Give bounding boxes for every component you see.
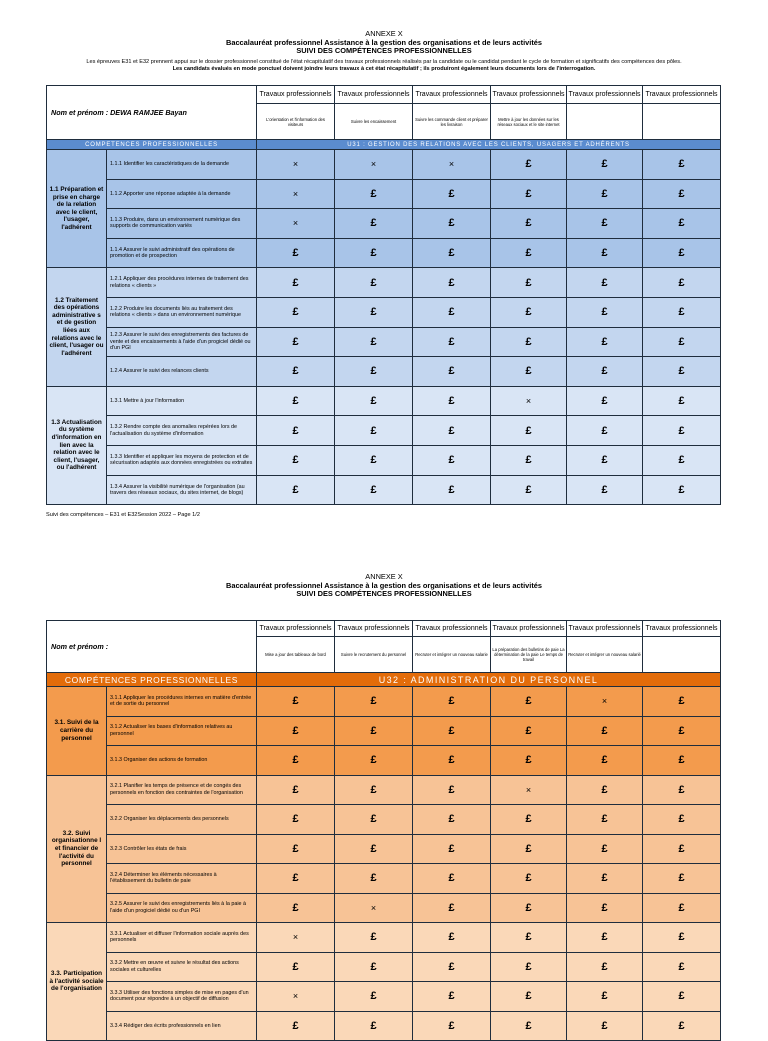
- competence-group-label: 1.3 Actualisation du système d'information en lien avec la relation avec le client, l'usager, ou l'adhérent: [47, 386, 107, 504]
- table-row: [47, 150, 721, 180]
- table-row: [47, 864, 721, 894]
- tp-description-3: Suivre les commande client et préparer les livraison: [413, 104, 491, 140]
- checkbox-pound-mark: £: [643, 982, 721, 1012]
- competence-item: 1.3.4 Assurer la visibilité numérique de l'organisation (au travers des réseaux sociaux, du sites internet, de blogs): [107, 475, 257, 505]
- checkbox-pound-mark: £: [491, 416, 567, 446]
- checkbox-pound-mark: £: [335, 1011, 413, 1041]
- checkbox-pound-mark: £: [491, 1011, 567, 1041]
- checkbox-pound-mark: £: [335, 268, 413, 298]
- checkbox-pound-mark: £: [257, 834, 335, 864]
- diploma-title: Baccalauréat professionnel Assistance à la gestion des organisations et de leurs activités: [226, 37, 542, 47]
- checkbox-pound-mark: £: [643, 864, 721, 894]
- checkbox-pound-mark: £: [567, 716, 643, 746]
- checkbox-pound-mark: £: [567, 209, 643, 239]
- tp-header-3: Travaux professionnels: [413, 86, 491, 104]
- checkbox-pound-mark: £: [335, 775, 413, 805]
- checkbox-pound-mark: £: [567, 150, 643, 180]
- table-row: [47, 416, 721, 446]
- table-row: [47, 775, 721, 805]
- checkbox-pound-mark: £: [413, 238, 491, 268]
- checkbox-pound-mark: £: [491, 746, 567, 776]
- checkbox-pound-mark: £: [413, 923, 491, 953]
- competences-table-u31: [46, 85, 721, 505]
- checkbox-pound-mark: £: [413, 1011, 491, 1041]
- competence-item: 3.2.4 Déterminer les éléments nécessaires à l'établissement du bulletin de paie: [107, 864, 257, 894]
- checkbox-pound-mark: £: [413, 386, 491, 416]
- checkbox-pound-mark: £: [643, 386, 721, 416]
- checkbox-pound-mark: £: [335, 386, 413, 416]
- checkbox-pound-mark: £: [643, 805, 721, 835]
- tp-description-1: L'orientation et l'information des visiteurs: [257, 104, 335, 140]
- checkbox-pound-mark: £: [335, 327, 413, 357]
- checkbox-pound-mark: £: [491, 834, 567, 864]
- checkbox-pound-mark: £: [257, 416, 335, 446]
- checkbox-pound-mark: £: [335, 416, 413, 446]
- checkbox-pound-mark: £: [257, 687, 335, 717]
- tp-description-3: Recruter et intégrer un nouveau salarie: [413, 637, 491, 673]
- table-row: [47, 475, 721, 505]
- table-row: [47, 805, 721, 835]
- competence-item: 1.3.3 Identifier et appliquer les moyens de protection et de sécurisation adaptés aux données enregistrées ou extraites: [107, 445, 257, 475]
- table-row: [47, 357, 721, 387]
- competence-item: 3.1.1 Appliquer les procédures internes en matière d'entrée et de sortie du personnel: [107, 687, 257, 717]
- checkbox-pound-mark: £: [413, 268, 491, 298]
- checkbox-pound-mark: £: [643, 179, 721, 209]
- checkbox-pound-mark: £: [643, 952, 721, 982]
- checkbox-pound-mark: £: [491, 297, 567, 327]
- table-row: [47, 687, 721, 717]
- cross-mark: ×: [491, 775, 567, 805]
- checkbox-pound-mark: £: [491, 475, 567, 505]
- checkbox-pound-mark: £: [643, 475, 721, 505]
- checkbox-pound-mark: £: [335, 716, 413, 746]
- competence-group-label: 1.2 Traitement des opérations administrative s et de gestion liées aux relations avec le client, l'usager ou l'adhérent: [47, 268, 107, 386]
- competence-item: 3.3.4 Rédiger des écrits professionnels en lien: [107, 1011, 257, 1041]
- checkbox-pound-mark: £: [335, 834, 413, 864]
- checkbox-pound-mark: £: [335, 952, 413, 982]
- checkbox-pound-mark: £: [335, 982, 413, 1012]
- checkbox-pound-mark: £: [413, 297, 491, 327]
- checkbox-pound-mark: £: [567, 864, 643, 894]
- tp-description-2: Suivre le recrutement du personnel: [335, 637, 413, 673]
- checkbox-pound-mark: £: [335, 923, 413, 953]
- checkbox-pound-mark: £: [491, 209, 567, 239]
- checkbox-pound-mark: £: [257, 297, 335, 327]
- checkbox-pound-mark: £: [257, 716, 335, 746]
- tp-header-4: Travaux professionnels: [491, 621, 567, 637]
- competence-group-label: 1.1 Préparation et prise en charge de la relation avec le client, l'usager, l'adhérent: [47, 150, 107, 268]
- cross-mark: ×: [567, 687, 643, 717]
- checkbox-pound-mark: £: [643, 687, 721, 717]
- competence-item: 1.1.3 Produire, dans un environnement numérique des supports de communication variés: [107, 209, 257, 239]
- document-title: SUIVI DES COMPÉTENCES PROFESSIONNELLES: [296, 589, 472, 599]
- checkbox-pound-mark: £: [257, 445, 335, 475]
- tp-description-5: Recruter et intégrer un nouveau salarié: [567, 637, 643, 673]
- checkbox-pound-mark: £: [413, 687, 491, 717]
- document-title: SUIVI DES COMPÉTENCES PROFESSIONNELLES: [296, 46, 472, 56]
- cross-mark: ×: [491, 386, 567, 416]
- table-row: [47, 179, 721, 209]
- checkbox-pound-mark: £: [567, 746, 643, 776]
- checkbox-pound-mark: £: [413, 805, 491, 835]
- checkbox-pound-mark: £: [335, 357, 413, 387]
- checkbox-pound-mark: £: [567, 357, 643, 387]
- checkbox-pound-mark: £: [257, 386, 335, 416]
- tp-header-4: Travaux professionnels: [491, 86, 567, 104]
- competence-item: 3.2.2 Organiser les déplacements des personnels: [107, 805, 257, 835]
- checkbox-pound-mark: £: [413, 982, 491, 1012]
- checkbox-pound-mark: £: [413, 357, 491, 387]
- tp-description-4: Mettre à jour les données sur les réseaux sociaux et le site internet: [491, 104, 567, 140]
- checkbox-pound-mark: £: [335, 209, 413, 239]
- cross-mark: ×: [257, 982, 335, 1012]
- cross-mark: ×: [413, 150, 491, 180]
- checkbox-pound-mark: £: [413, 952, 491, 982]
- checkbox-pound-mark: £: [335, 445, 413, 475]
- competence-item: 3.2.5 Assurer le suivi des enregistrements liés à la paie à l'aide d'un progiciel dédié ou d'un PGI: [107, 893, 257, 923]
- checkbox-pound-mark: £: [491, 893, 567, 923]
- competence-item: 3.3.2 Mettre en œuvre et suivre le résultat des actions sociales et culturelles: [107, 952, 257, 982]
- checkbox-pound-mark: £: [643, 893, 721, 923]
- checkbox-pound-mark: £: [567, 327, 643, 357]
- competence-item: 3.3.3 Utiliser des fonctions simples de mise en pages d'un document pour répondre à un objectif de diffusion: [107, 982, 257, 1012]
- checkbox-pound-mark: £: [567, 805, 643, 835]
- checkbox-pound-mark: £: [567, 475, 643, 505]
- checkbox-pound-mark: £: [567, 268, 643, 298]
- checkbox-pound-mark: £: [567, 238, 643, 268]
- checkbox-pound-mark: £: [567, 775, 643, 805]
- band-competences: COMPÉTENCES PROFESSIONNELLES: [47, 673, 257, 687]
- tp-header-6: Travaux professionnels: [643, 621, 721, 637]
- checkbox-pound-mark: £: [567, 297, 643, 327]
- annex-title: ANNEXE X: [365, 29, 403, 38]
- checkbox-pound-mark: £: [491, 952, 567, 982]
- checkbox-pound-mark: £: [567, 179, 643, 209]
- checkbox-pound-mark: £: [643, 746, 721, 776]
- checkbox-pound-mark: £: [567, 386, 643, 416]
- page2-header: [0, 573, 768, 599]
- table-row: [47, 746, 721, 776]
- checkbox-pound-mark: £: [413, 893, 491, 923]
- table-row: [47, 327, 721, 357]
- competence-item: 1.3.2 Rendre compte des anomalies repérées lors de l'actualisation du système d'information: [107, 416, 257, 446]
- competence-item: 1.2.1 Appliquer des procédures internes de traitement des relations « clients »: [107, 268, 257, 298]
- competence-item: 3.3.1 Actualiser et diffuser l'information sociale auprès des personnels: [107, 923, 257, 953]
- tp-header-1: Travaux professionnels: [257, 621, 335, 637]
- checkbox-pound-mark: £: [335, 179, 413, 209]
- tp-header-2: Travaux professionnels: [335, 86, 413, 104]
- table-row: [47, 982, 721, 1012]
- checkbox-pound-mark: £: [491, 923, 567, 953]
- checkbox-pound-mark: £: [643, 416, 721, 446]
- checkbox-pound-mark: £: [257, 746, 335, 776]
- checkbox-pound-mark: £: [335, 238, 413, 268]
- checkbox-pound-mark: £: [491, 357, 567, 387]
- checkbox-pound-mark: £: [413, 327, 491, 357]
- checkbox-pound-mark: £: [491, 982, 567, 1012]
- checkbox-pound-mark: £: [257, 268, 335, 298]
- checkbox-pound-mark: £: [413, 209, 491, 239]
- competence-item: 1.2.4 Assurer le suivi des relances clients: [107, 357, 257, 387]
- tp-description-4: La préparation des bulletins de paie La détermination de la paie Le temps de travail: [491, 637, 567, 673]
- table-row: [47, 923, 721, 953]
- competence-item: 1.1.4 Assurer le suivi administratif des opérations de promotion et de prospection: [107, 238, 257, 268]
- checkbox-pound-mark: £: [567, 923, 643, 953]
- checkbox-pound-mark: £: [491, 445, 567, 475]
- checkbox-pound-mark: £: [413, 834, 491, 864]
- checkbox-pound-mark: £: [567, 982, 643, 1012]
- cross-mark: ×: [257, 150, 335, 180]
- intro-text: [24, 59, 744, 74]
- competence-group-label: 3.3. Participation à l'activité sociale de l'organisation: [47, 923, 107, 1041]
- table-row: [47, 238, 721, 268]
- checkbox-pound-mark: £: [413, 179, 491, 209]
- checkbox-pound-mark: £: [643, 150, 721, 180]
- cross-mark: ×: [257, 179, 335, 209]
- competence-item: 3.2.1 Planifier les temps de présence et de congés des personnels en fonction des contraintes de l'organisation: [107, 775, 257, 805]
- checkbox-pound-mark: £: [257, 952, 335, 982]
- checkbox-pound-mark: £: [567, 445, 643, 475]
- intro-line-2: Les candidats évalués en mode ponctuel doivent joindre leurs travaux à cet état récapitulatif ; ils produiront également leurs documents lors de l'interrogation.: [172, 66, 596, 73]
- table-row: [47, 297, 721, 327]
- tp-header-5: Travaux professionnels: [567, 621, 643, 637]
- checkbox-pound-mark: £: [491, 805, 567, 835]
- tp-description-1: Mise a jour des tableaux de bord: [257, 637, 335, 673]
- checkbox-pound-mark: £: [491, 687, 567, 717]
- cross-mark: ×: [257, 923, 335, 953]
- checkbox-pound-mark: £: [335, 805, 413, 835]
- competence-item: 1.2.2 Produire les documents liés au traitement des relations « clients » dans un environnement numérique: [107, 297, 257, 327]
- tp-header-1: Travaux professionnels: [257, 86, 335, 104]
- cross-mark: ×: [335, 893, 413, 923]
- checkbox-pound-mark: £: [567, 893, 643, 923]
- name-field: Nom et prénom :: [47, 621, 257, 673]
- checkbox-pound-mark: £: [413, 775, 491, 805]
- page-2: [0, 565, 768, 1032]
- checkbox-pound-mark: £: [643, 1011, 721, 1041]
- cross-mark: ×: [257, 209, 335, 239]
- checkbox-pound-mark: £: [643, 268, 721, 298]
- diploma-title: Baccalauréat professionnel Assistance à la gestion des organisations et de leurs activités: [226, 580, 542, 590]
- checkbox-pound-mark: £: [491, 327, 567, 357]
- table-row: [47, 268, 721, 298]
- band-competences: COMPETENCES PROFESSIONNELLES: [47, 140, 257, 150]
- checkbox-pound-mark: £: [567, 952, 643, 982]
- competence-item: 3.2.3 Contrôler les états de frais: [107, 834, 257, 864]
- checkbox-pound-mark: £: [491, 179, 567, 209]
- checkbox-pound-mark: £: [413, 445, 491, 475]
- competence-item: 1.3.1 Mettre à jour l'information: [107, 386, 257, 416]
- checkbox-pound-mark: £: [335, 746, 413, 776]
- checkbox-pound-mark: £: [491, 268, 567, 298]
- checkbox-pound-mark: £: [643, 209, 721, 239]
- table-row: [47, 893, 721, 923]
- checkbox-pound-mark: £: [335, 687, 413, 717]
- page1-header: [0, 30, 768, 56]
- table-row: [47, 834, 721, 864]
- checkbox-pound-mark: £: [257, 775, 335, 805]
- checkbox-pound-mark: £: [413, 746, 491, 776]
- checkbox-pound-mark: £: [335, 475, 413, 505]
- tp-header-3: Travaux professionnels: [413, 621, 491, 637]
- checkbox-pound-mark: £: [643, 716, 721, 746]
- checkbox-pound-mark: £: [413, 716, 491, 746]
- tp-header-2: Travaux professionnels: [335, 621, 413, 637]
- band-unit-title: U32 : ADMINISTRATION DU PERSONNEL: [257, 673, 721, 687]
- checkbox-pound-mark: £: [643, 923, 721, 953]
- checkbox-pound-mark: £: [491, 716, 567, 746]
- page-footer: Suivi des compétences – E31 et E32Session 2022 – Page 1/2: [46, 512, 200, 518]
- checkbox-pound-mark: £: [643, 297, 721, 327]
- checkbox-pound-mark: £: [335, 297, 413, 327]
- competence-item: 1.1.1 Identifier les caractéristiques de la demande: [107, 150, 257, 180]
- checkbox-pound-mark: £: [567, 416, 643, 446]
- checkbox-pound-mark: £: [413, 864, 491, 894]
- band-unit-title: U31 : GESTION DES RELATIONS AVEC LES CLIENTS, USAGERS ET ADHÉRENTS: [257, 140, 721, 150]
- checkbox-pound-mark: £: [257, 327, 335, 357]
- checkbox-pound-mark: £: [257, 238, 335, 268]
- checkbox-pound-mark: £: [643, 238, 721, 268]
- checkbox-pound-mark: £: [643, 775, 721, 805]
- competence-item: 3.1.2 Actualiser les bases d'information relatives au personnel: [107, 716, 257, 746]
- checkbox-pound-mark: £: [491, 150, 567, 180]
- table-row: [47, 952, 721, 982]
- competence-item: 3.1.3 Organiser des actions de formation: [107, 746, 257, 776]
- checkbox-pound-mark: £: [257, 893, 335, 923]
- competence-item: 1.1.2 Apporter une réponse adaptée à la demande: [107, 179, 257, 209]
- checkbox-pound-mark: £: [257, 1011, 335, 1041]
- table-row: [47, 445, 721, 475]
- competence-group-label: 3.2. Suivi organisationne l et financier de l'activité du personnel: [47, 775, 107, 923]
- checkbox-pound-mark: £: [413, 416, 491, 446]
- table-row: [47, 209, 721, 239]
- intro-line-1: Les épreuves E31 et E32 prennent appui sur le dossier professionnel constitué de l'état récapitulatif des travaux professionnels réalisés par la candidate ou le candidat pendant le cycle de formation et significatifs des compétences des pôles.: [86, 58, 682, 65]
- tp-header-6: Travaux professionnels: [643, 86, 721, 104]
- name-field: Nom et prénom : DEWA RAMJEE Bayan: [47, 86, 257, 140]
- table-row: [47, 386, 721, 416]
- table-row: [47, 1011, 721, 1041]
- checkbox-pound-mark: £: [643, 327, 721, 357]
- checkbox-pound-mark: £: [491, 864, 567, 894]
- competence-item: 1.2.3 Assurer le suivi des enregistrements des factures de vente et des encaissements à l'aide d'un progiciel dédié ou d'un PGI: [107, 327, 257, 357]
- checkbox-pound-mark: £: [257, 864, 335, 894]
- tp-description-6: [643, 637, 721, 673]
- checkbox-pound-mark: £: [643, 357, 721, 387]
- checkbox-pound-mark: £: [567, 834, 643, 864]
- competence-group-label: 3.1. Suivi de la carrière du personnel: [47, 687, 107, 776]
- checkbox-pound-mark: £: [643, 834, 721, 864]
- checkbox-pound-mark: £: [257, 805, 335, 835]
- checkbox-pound-mark: £: [257, 475, 335, 505]
- table-row: [47, 716, 721, 746]
- competences-table-u32: [46, 620, 721, 1041]
- tp-header-5: Travaux professionnels: [567, 86, 643, 104]
- checkbox-pound-mark: £: [567, 1011, 643, 1041]
- checkbox-pound-mark: £: [643, 445, 721, 475]
- tp-description-6: [643, 104, 721, 140]
- checkbox-pound-mark: £: [257, 357, 335, 387]
- cross-mark: ×: [335, 150, 413, 180]
- tp-description-2: Suivre les encaissement: [335, 104, 413, 140]
- tp-description-5: [567, 104, 643, 140]
- checkbox-pound-mark: £: [491, 238, 567, 268]
- checkbox-pound-mark: £: [335, 864, 413, 894]
- checkbox-pound-mark: £: [413, 475, 491, 505]
- annex-title: ANNEXE X: [365, 572, 403, 581]
